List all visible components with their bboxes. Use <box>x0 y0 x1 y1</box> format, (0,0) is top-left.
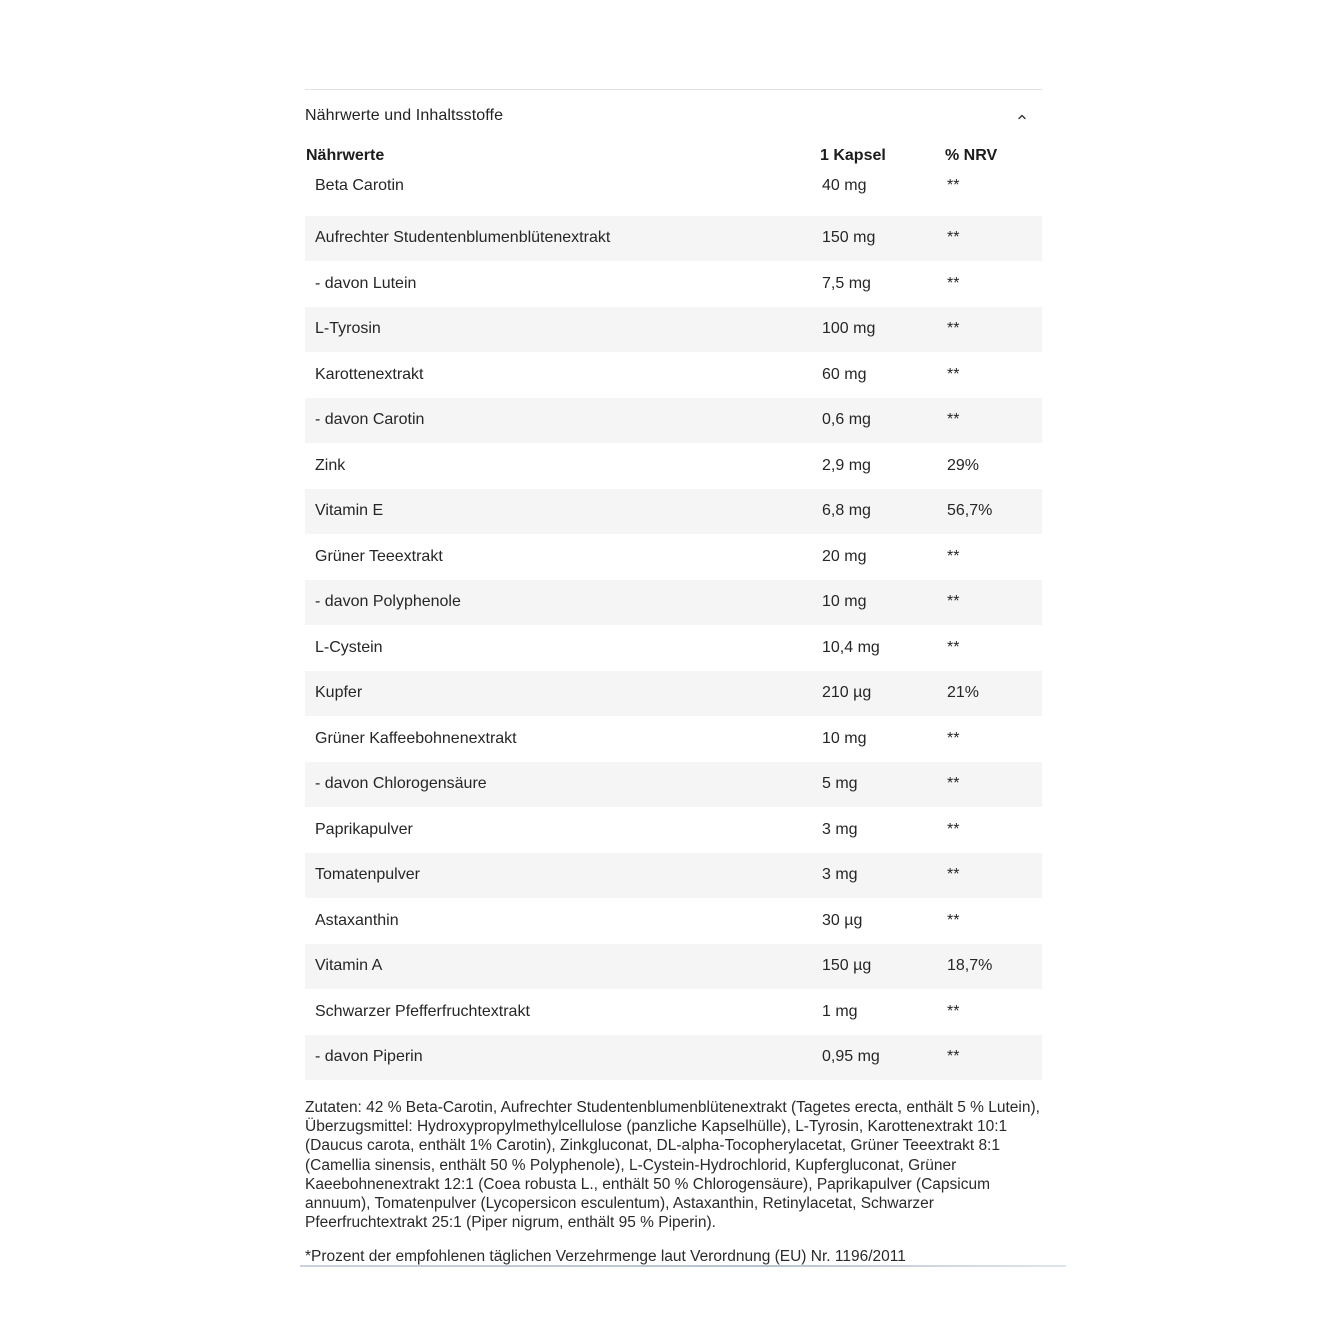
nutrient-nrv: 29% <box>947 456 980 474</box>
nutrient-name: L-Tyrosin <box>315 320 381 338</box>
table-row <box>305 443 1042 489</box>
table-row <box>305 352 1042 398</box>
nutrient-name: Vitamin A <box>315 957 383 975</box>
nutrient-nrv: ** <box>947 775 960 793</box>
nutrient-amount: 5 mg <box>822 775 858 793</box>
table-row <box>305 716 1042 762</box>
nutrient-nrv: ** <box>947 911 960 929</box>
nutrient-nrv: ** <box>947 866 960 884</box>
table-row <box>305 261 1042 307</box>
nutrient-amount: 20 mg <box>822 547 867 565</box>
nutrient-amount: 150 mg <box>822 229 876 247</box>
nutrient-nrv: ** <box>947 229 960 247</box>
nutrient-amount: 0,6 mg <box>822 411 871 429</box>
nutrient-nrv: ** <box>947 820 960 838</box>
nutrient-amount: 30 µg <box>822 911 863 929</box>
nutrient-nrv: 56,7% <box>947 502 993 520</box>
table-row <box>305 307 1042 353</box>
nutrient-nrv: ** <box>947 1048 960 1066</box>
nutrient-amount: 0,95 mg <box>822 1048 880 1066</box>
nutrient-amount: 2,9 mg <box>822 456 871 474</box>
nutrient-name: - davon Carotin <box>315 411 425 429</box>
nutrient-amount: 3 mg <box>822 866 858 884</box>
nutrient-name: Kupfer <box>315 684 363 702</box>
nutrient-nrv: ** <box>947 729 960 747</box>
nutrition-table <box>305 142 1042 1080</box>
table-header-row <box>305 142 1042 170</box>
table-row <box>305 398 1042 444</box>
nutrient-amount: 10,4 mg <box>822 638 880 656</box>
nutrient-amount: 100 mg <box>822 320 876 338</box>
table-row <box>305 1035 1042 1081</box>
header-nutrient: Nährwerte <box>306 147 385 164</box>
nutrient-amount: 3 mg <box>822 820 858 838</box>
header-amount: 1 Kapsel <box>820 147 886 164</box>
nutrient-amount: 10 mg <box>822 729 867 747</box>
nutrient-nrv: ** <box>947 638 960 656</box>
nutrient-name: Grüner Teeextrakt <box>315 547 443 565</box>
table-row <box>305 944 1042 990</box>
nutrient-name: Beta Carotin <box>315 177 404 194</box>
nutrient-name: Tomatenpulver <box>315 866 420 884</box>
nutrient-name: Grüner Kaffeebohnenextrakt <box>315 729 517 747</box>
nutrient-nrv: ** <box>947 274 960 292</box>
nutrient-amount: 60 mg <box>822 365 867 383</box>
nutrient-nrv: 18,7% <box>947 957 993 975</box>
nutrient-name: - davon Piperin <box>315 1048 423 1066</box>
nutrient-amount: 6,8 mg <box>822 502 871 520</box>
nutrient-nrv: ** <box>947 593 960 611</box>
nutrient-nrv: ** <box>947 365 960 383</box>
nutrient-amount: 150 µg <box>822 957 872 975</box>
footnote-text: *Prozent der empfohlenen täglichen Verzehrmenge laut Verordnung (EU) Nr. 1196/2011 <box>305 1248 906 1266</box>
table-row <box>305 580 1042 626</box>
nutrient-nrv: 21% <box>947 684 980 702</box>
table-row <box>305 898 1042 944</box>
table-row <box>305 671 1042 717</box>
nutrient-name: Aufrechter Studentenblumenblütenextrakt <box>315 229 611 247</box>
nutrient-name: - davon Chlorogensäure <box>315 775 487 793</box>
table-row <box>305 625 1042 671</box>
table-row <box>305 489 1042 535</box>
nutrient-nrv: ** <box>947 177 960 194</box>
nutrient-name: Karottenextrakt <box>315 365 424 383</box>
ingredients-text: Zutaten: 42 % Beta-Carotin, Aufrechter Studentenblumenblütenextrakt (Tagetes erecta, enthält 5 % Lutein), Überzugsmittel: Hydroxypropylmethylcellulose (panzliche Kapselhülle), L-Tyrosin, Karottenextrakt 10:1 (Daucus carota, enthält 1% Carotin), Zinkgluconat, DL-alpha-Tocopherylacetat, Grüner Teeextrakt 8:1 (Camellia sinensis, enthält 50 % Polyphenole), L-Cystein-Hydrochlorid, Kupfergluconat, Grüner Kaeebohnenextrakt 12:1 (Coea robusta L., enthält 50 % Chlorogensäure), Paprikapulver (Capsicum annuum), Tomatenpulver (Lycopersicon esculentum), Astaxanthin, Retinylacetat, Schwarzer Pfeerfruchtextrakt 25:1 (Piper nigrum, enthält 95 % Piperin). <box>305 1099 1040 1232</box>
nutrient-nrv: ** <box>947 547 960 565</box>
nutrient-nrv: ** <box>947 1002 960 1020</box>
nutrient-amount: 210 µg <box>822 684 872 702</box>
nutrient-nrv: ** <box>947 411 960 429</box>
nutrient-name: Schwarzer Pfefferfruchtextrakt <box>315 1002 530 1020</box>
table-row <box>305 762 1042 808</box>
header-nrv: % NRV <box>945 147 998 164</box>
table-row <box>305 807 1042 853</box>
nutrient-name: Zink <box>315 456 346 474</box>
table-row <box>305 534 1042 580</box>
chevron-up-icon[interactable] <box>1016 110 1028 122</box>
nutrient-nrv: ** <box>947 320 960 338</box>
nutrient-name: L-Cystein <box>315 638 383 656</box>
table-row <box>305 989 1042 1035</box>
nutrient-name: - davon Polyphenole <box>315 593 461 611</box>
table-row <box>305 853 1042 899</box>
accordion-header[interactable] <box>305 90 1042 142</box>
nutrient-amount: 10 mg <box>822 593 867 611</box>
table-row <box>305 216 1042 262</box>
nutrient-amount: 7,5 mg <box>822 274 871 292</box>
nutrient-name: Paprikapulver <box>315 820 413 838</box>
table-row <box>305 170 1042 216</box>
accordion-title: Nährwerte und Inhaltsstoffe <box>305 107 504 124</box>
nutrient-name: Astaxanthin <box>315 911 399 929</box>
nutrient-amount: 40 mg <box>822 177 867 194</box>
nutrient-name: - davon Lutein <box>315 274 417 292</box>
nutrient-name: Vitamin E <box>315 502 384 520</box>
nutrition-panel <box>305 89 1042 1266</box>
bottom-divider <box>300 1265 1066 1267</box>
table-body <box>305 170 1042 1080</box>
nutrient-amount: 1 mg <box>822 1002 858 1020</box>
